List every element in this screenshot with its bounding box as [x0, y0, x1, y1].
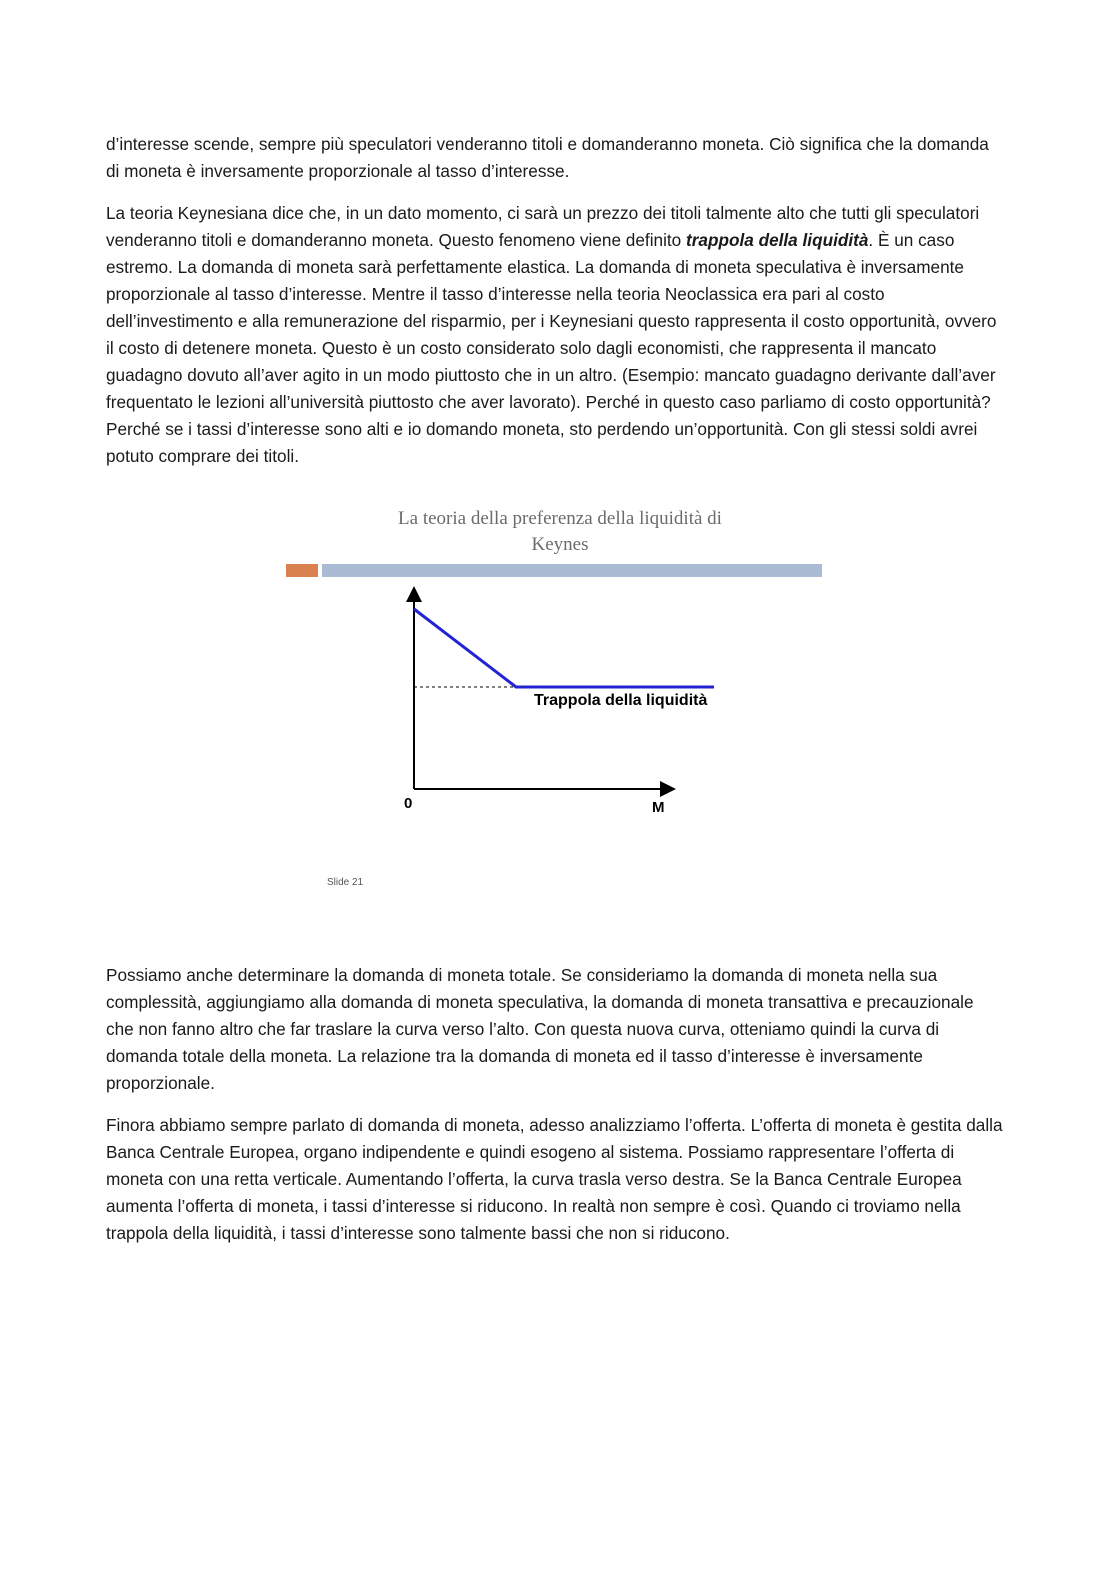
- paragraph-1-text: d’interesse scende, sempre più speculatori venderanno titoli e domanderanno moneta. Ciò significa che la domanda di moneta è inversamente proporzionale al tasso d’interesse.: [106, 134, 989, 181]
- paragraph-1: [106, 131, 1006, 185]
- slide-number: Slide 21: [327, 877, 364, 888]
- slide-title-line-2: Keynes: [531, 534, 589, 555]
- x-axis-label: M: [652, 799, 665, 816]
- slide-figure: [280, 498, 840, 898]
- money-demand-curve: [414, 609, 714, 687]
- paragraph-2-text: [106, 200, 1006, 470]
- trap-annotation: Trappola della liquidità: [534, 692, 708, 709]
- liquidity-preference-chart: [280, 498, 840, 898]
- paragraph-3: [106, 962, 1006, 1097]
- paragraph-2-part-a: La teoria Keynesiana dice che, in un dato momento, ci sarà un prezzo dei titoli talmente alto che tutti gli speculatori venderanno titoli e domanderanno moneta. Questo fenomeno viene definito: [106, 203, 980, 250]
- term-trappola-liquidita: trappola della liquidità: [686, 230, 869, 250]
- paragraph-4-text: Finora abbiamo sempre parlato di domanda di moneta, adesso analizziamo l’offerta. L’offerta di moneta è gestita dalla Banca Centrale Europea, organo indipendente e quindi esogeno al sistema. Possiamo rappresentare l’offerta di moneta con una retta verticale. Aumentando l’offerta, la curva trasla verso destra. Se la Banca Centrale Europea aumenta l’offerta di moneta, i tassi d’interesse si riducono. In realtà non sempre è così. Quando ci troviamo nella trappola della liquidità, i tassi d’interesse sono talmente bassi che non si riducono.: [106, 1115, 1003, 1243]
- paragraph-2-part-b: . È un caso estremo. La domanda di moneta sarà perfettamente elastica. La domanda di moneta speculativa è inversamente proporzionale al tasso d’interesse. Mentre il tasso d’interesse nella teoria Neoclassica era pari al costo dell’investimento e alla remunerazione del risparmio, per i Keynesiani questo rappresenta il costo opportunità, ovvero il costo di detenere moneta. Questo è un costo considerato solo dagli economisti, che rappresenta il mancato guadagno dovuto all’aver agito in un modo piuttosto che in un altro. (Esempio: mancato guadagno derivante dall’aver frequentato le lezioni all’università piuttosto che aver lavorato). Perché in questo caso parliamo di costo opportunità? Perché se i tassi d’interesse sono alti e io domando moneta, sto perdendo un’opportunità. Con gli stessi soldi avrei potuto comprare dei titoli.: [106, 230, 997, 466]
- paragraph-4: [106, 1112, 1006, 1247]
- slide-title-line-1: La teoria della preferenza della liquidità di: [398, 508, 722, 529]
- paragraph-2: [106, 200, 1006, 470]
- origin-label: 0: [404, 795, 413, 812]
- paragraph-3-text: Possiamo anche determinare la domanda di moneta totale. Se consideriamo la domanda di moneta nella sua complessità, aggiungiamo alla domanda di moneta speculativa, la domanda di moneta transattiva e precauzionale che non fanno altro che far traslare la curva verso l’alto. Con questa nuova curva, otteniamo quindi la curva di domanda totale della moneta. La relazione tra la domanda di moneta ed il tasso d’interesse è inversamente proporzionale.: [106, 965, 974, 1093]
